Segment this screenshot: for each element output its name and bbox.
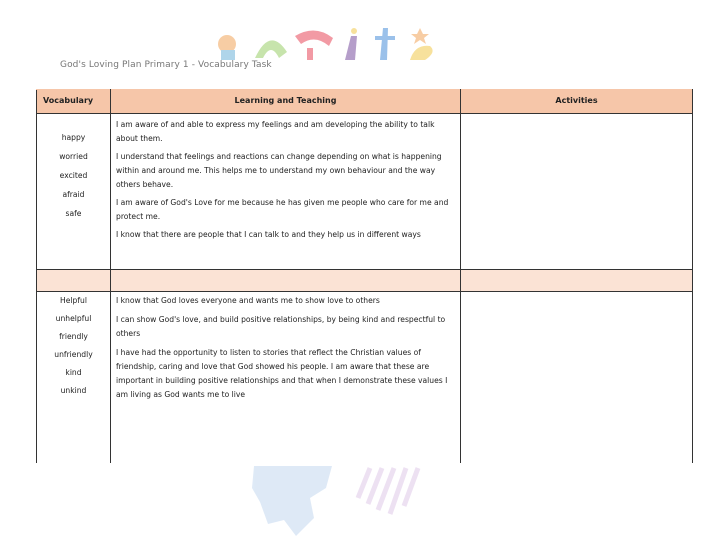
learning-statement: I know that God loves everyone and wants me to show love to others (116, 296, 380, 305)
document-title: God's Loving Plan Primary 1 - Vocabulary Task (60, 60, 272, 70)
activities-cell (461, 292, 693, 463)
vocabulary-word: excited (59, 171, 88, 180)
table-row (37, 114, 693, 270)
learning-statement: I am aware of God's Love for me because he has given me people who care for me and protect me. (116, 198, 449, 221)
vocabulary-word: worried (59, 152, 88, 161)
table-header-row (37, 90, 693, 114)
vocabulary-cell (37, 292, 111, 463)
vocabulary-word: safe (65, 209, 82, 218)
vocabulary-word: happy (61, 133, 86, 142)
vocabulary-plan-table (36, 89, 693, 463)
learning-statement: I understand that feelings and reactions can change depending on what is happening within and around me. This helps me to understand my own behaviour and the way others behave. (116, 152, 442, 189)
vocabulary-word: unkind (60, 386, 87, 395)
vocabulary-word: Helpful (60, 296, 87, 305)
column-header-vocabulary: Vocabulary (37, 90, 111, 114)
learning-cell (111, 114, 461, 270)
vocabulary-word: kind (65, 368, 82, 377)
table-row (37, 292, 693, 463)
vocabulary-word: unhelpful (55, 314, 92, 323)
section-divider-row (37, 270, 693, 292)
learning-cell (111, 292, 461, 463)
activities-cell (461, 114, 693, 270)
header-logo-icon (215, 22, 445, 64)
vocabulary-word: unfriendly (54, 350, 93, 359)
watermark-graphic-icon (240, 458, 440, 540)
column-header-activities: Activities (461, 90, 693, 114)
vocabulary-cell (37, 114, 111, 270)
vocabulary-word: friendly (59, 332, 88, 341)
vocabulary-word: afraid (62, 190, 85, 199)
learning-statement: I am aware of and able to express my feelings and am developing the ability to talk about them. (116, 120, 435, 143)
learning-statement: I know that there are people that I can talk to and they help us in different ways (116, 230, 421, 239)
learning-statement: I have had the opportunity to listen to stories that reflect the Christian values of friendship, caring and love that God showed his people. I am aware that these are important in building positive relationships and that when I demonstrate these values I am living as God wants me to live (116, 348, 448, 399)
column-header-learning: Learning and Teaching (111, 90, 461, 114)
learning-statement: I can show God's love, and build positive relationships, by being kind and respectful to others (116, 315, 446, 338)
